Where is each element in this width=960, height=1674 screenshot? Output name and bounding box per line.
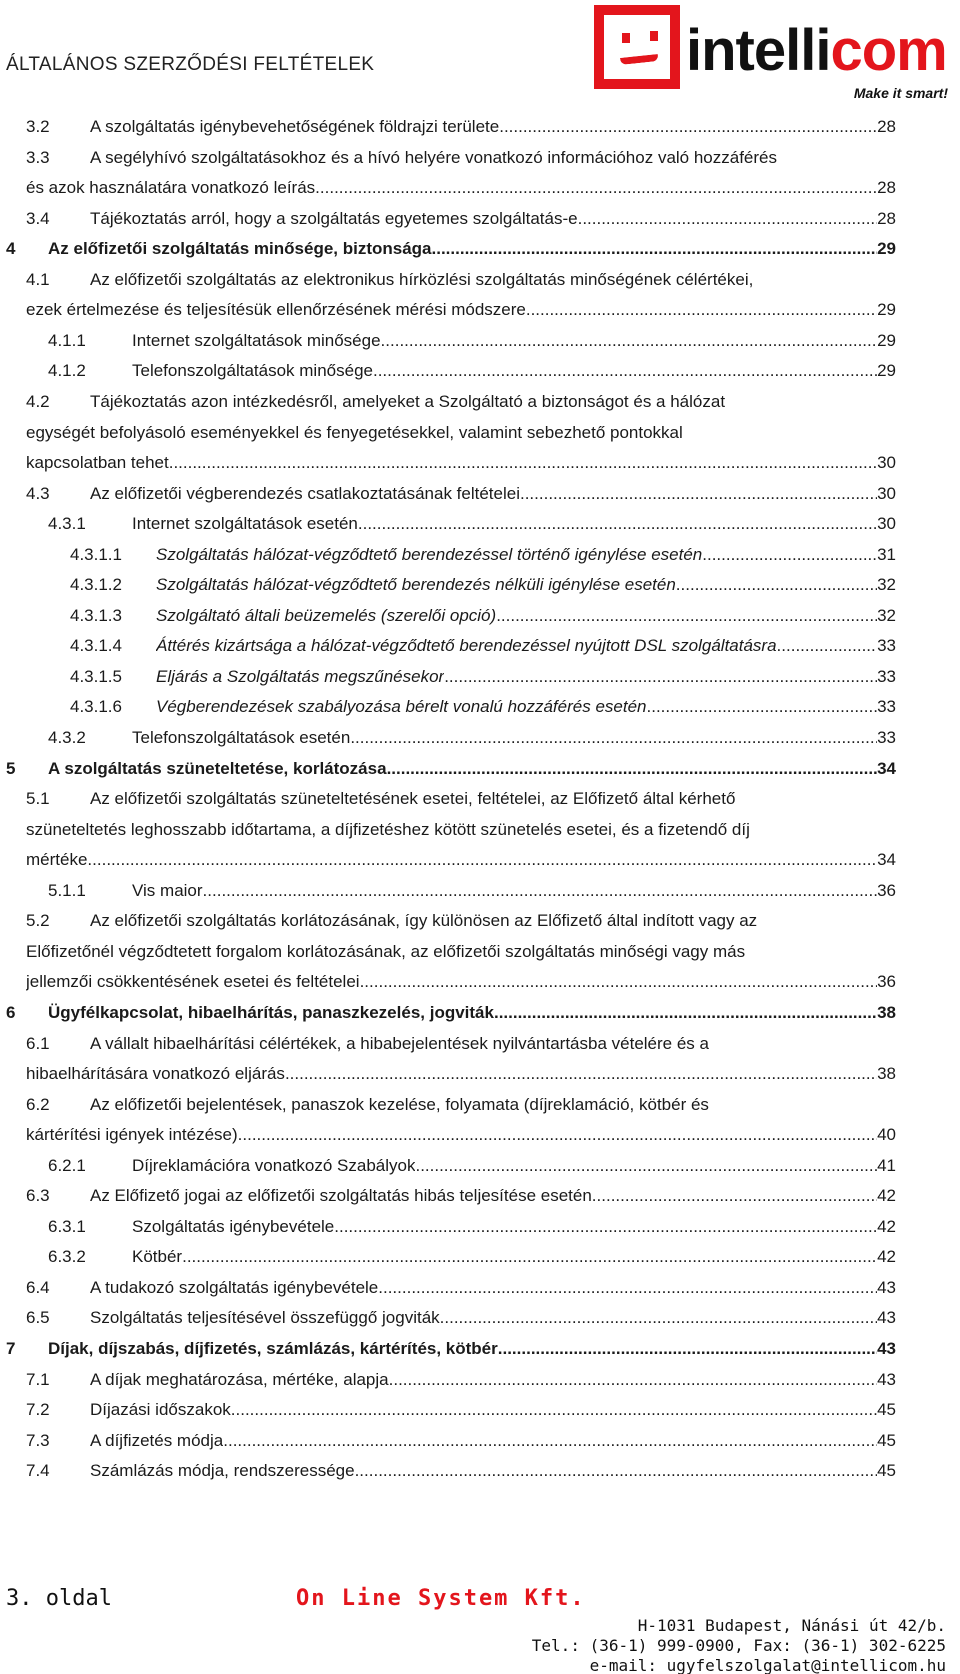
toc-entry-page: 42	[877, 1216, 896, 1236]
toc-dot-leader	[526, 295, 877, 325]
toc-dot-leader	[231, 1395, 877, 1425]
toc-dot-leader	[238, 1120, 877, 1150]
toc-entry[interactable]	[0, 143, 960, 173]
toc-dot-leader	[498, 1334, 877, 1364]
toc-entry-number: 4.3.1	[48, 514, 86, 534]
toc-entry[interactable]	[0, 1029, 960, 1059]
toc-entry[interactable]	[0, 662, 960, 692]
toc-entry-page: 45	[877, 1461, 896, 1481]
toc-entry-title: Szolgáltatás hálózat-végződtető berendezés nélküli igénylése esetén	[156, 575, 676, 595]
intellicom-logo	[594, 5, 954, 103]
toc-entry[interactable]	[0, 509, 960, 539]
toc-entry-title: Az előfizetői szolgáltatás szüneteltetésének esetei, feltételei, az Előfizető által kérhető	[90, 789, 736, 809]
toc-entry-title: Díjreklamációra vonatkozó Szabályok	[132, 1155, 416, 1175]
toc-dot-leader	[496, 601, 877, 631]
toc-entry[interactable]	[0, 1426, 960, 1456]
toc-entry[interactable]	[0, 1395, 960, 1425]
toc-dot-leader	[87, 845, 877, 875]
toc-entry[interactable]	[0, 815, 960, 845]
toc-entry-number: 3.2	[26, 117, 50, 136]
toc-entry-number: 4.3.1.5	[70, 666, 122, 686]
toc-entry-title: Az előfizetői szolgáltatás az elektronikus hírközlési szolgáltatás minőségének célértékei,	[90, 269, 754, 289]
toc-entry-title: A segélyhívó szolgáltatásokhoz és a hívó helyére vonatkozó információhoz való hozzáférés	[90, 147, 778, 167]
toc-dot-leader	[334, 1212, 877, 1242]
toc-entry-number: 4.2	[26, 391, 50, 411]
company-name: On Line System Kft.	[296, 1586, 586, 1611]
toc-entry-page: 45	[877, 1430, 896, 1450]
toc-entry[interactable]	[0, 784, 960, 814]
toc-entry-title: kártérítési igények intézése)	[26, 1125, 238, 1145]
toc-dot-leader	[520, 479, 877, 509]
toc-entry-title: Szolgáltatás teljesítésével összefüggő jogviták	[90, 1308, 440, 1328]
toc-entry-title: Telefonszolgáltatások minősége	[132, 361, 373, 381]
company-email: e-mail: ugyfelszolgalat@intellicom.hu	[589, 1656, 946, 1674]
logo-tagline: Make it smart!	[853, 85, 948, 101]
toc-dot-leader	[373, 356, 877, 386]
toc-entry-page: 30	[877, 453, 896, 473]
toc-entry-number: 6.3.1	[48, 1216, 86, 1236]
toc-entry-page: 38	[877, 1002, 896, 1022]
toc-entry[interactable]	[0, 418, 960, 448]
toc-entry-title: Áttérés kizártsága a hálózat-végződtető berendezéssel nyújtott DSL szolgáltatásra	[156, 636, 777, 656]
toc-dot-leader	[387, 754, 878, 784]
toc-entry-number: 6.1	[26, 1033, 50, 1053]
toc-entry-number: 7	[6, 1339, 16, 1358]
toc-entry-number: 4.3.1.3	[70, 605, 122, 625]
toc-dot-leader	[494, 998, 877, 1028]
toc-entry-title: Eljárás a Szolgáltatás megszűnésekor	[156, 666, 445, 686]
toc-entry-title: A szolgáltatás igénybevehetőségének földrajzi területe	[90, 117, 500, 136]
toc-entry[interactable]	[0, 998, 960, 1028]
toc-entry[interactable]	[0, 112, 960, 142]
toc-entry-title: Számlázás módja, rendszeressége	[90, 1461, 355, 1481]
toc-entry-page: 43	[877, 1369, 896, 1389]
toc-entry-page: 28	[877, 208, 896, 228]
toc-entry-title: ezek értelmezése és teljesítésük ellenőrzésének mérési módszere	[26, 300, 526, 320]
toc-dot-leader	[350, 723, 877, 753]
toc-entry-number: 7.1	[26, 1369, 50, 1389]
toc-dot-leader	[415, 1151, 877, 1181]
toc-entry-number: 6.2.1	[48, 1155, 86, 1175]
toc-entry-title: A tudakozó szolgáltatás igénybevétele	[90, 1277, 379, 1297]
toc-entry-number: 5	[6, 758, 16, 778]
toc-entry-number: 5.2	[26, 911, 50, 931]
toc-entry-title: Internet szolgáltatások esetén	[132, 514, 358, 534]
toc-entry[interactable]	[0, 1273, 960, 1303]
toc-dot-leader	[223, 1426, 877, 1456]
toc-entry-page: 38	[877, 1064, 896, 1084]
toc-entry-title: hibaelhárítására vonatkozó eljárás	[26, 1064, 285, 1084]
company-address: H-1031 Budapest, Nánási út 42/b.	[637, 1616, 946, 1635]
toc-entry-page: 45	[877, 1400, 896, 1420]
toc-dot-leader	[647, 692, 878, 722]
toc-entry-number: 6.5	[26, 1308, 50, 1328]
toc-entry-page: 32	[877, 605, 896, 625]
toc-dot-leader	[358, 509, 877, 539]
toc-entry-number: 4.3	[26, 483, 50, 503]
toc-entry[interactable]	[0, 1456, 960, 1486]
toc-dot-leader	[499, 112, 877, 142]
toc-entry-page: 43	[877, 1277, 896, 1297]
toc-entry-number: 4.3.1.4	[70, 636, 122, 656]
toc-entry[interactable]	[0, 1120, 960, 1150]
document-title: ÁLTALÁNOS SZERZŐDÉSI FELTÉTELEK	[6, 54, 375, 75]
toc-entry-title: egységét befolyásoló eseményekkel és fenyegetésekkel, valamint sebezhető pontokkal	[26, 422, 683, 442]
toc-dot-leader	[355, 1456, 878, 1486]
toc-entry[interactable]	[0, 692, 960, 722]
toc-entry-title: Az Előfizető jogai az előfizetői szolgáltatás hibás teljesítése esetén	[90, 1186, 592, 1206]
toc-entry[interactable]	[0, 1334, 960, 1364]
toc-entry-title: Vis maior	[132, 880, 203, 900]
toc-entry[interactable]	[0, 1242, 960, 1272]
toc-dot-leader	[381, 326, 878, 356]
toc-entry-number: 7.3	[26, 1430, 50, 1450]
toc-entry-page: 36	[877, 880, 896, 900]
toc-entry-number: 7.4	[26, 1461, 50, 1481]
toc-entry[interactable]	[0, 356, 960, 386]
toc-entry-number: 6.3	[26, 1186, 50, 1206]
toc-entry-title: Kötbér	[132, 1247, 183, 1267]
toc-entry-page: 43	[877, 1339, 896, 1358]
toc-entry[interactable]	[0, 540, 960, 570]
toc-entry-title: Díjak, díjszabás, díjfizetés, számlázás, kártérítés, kötbér	[48, 1339, 498, 1358]
toc-entry-title: kapcsolatban tehet	[26, 453, 169, 473]
toc-entry-number: 5.1.1	[48, 880, 86, 900]
toc-entry-page: 29	[877, 361, 896, 381]
toc-entry-title: Tájékoztatás arról, hogy a szolgáltatás egyetemes szolgáltatás-e	[90, 208, 578, 228]
toc-entry[interactable]	[0, 265, 960, 295]
toc-entry-page: 31	[877, 544, 896, 564]
toc-entry-page: 28	[877, 178, 896, 198]
toc-entry[interactable]	[0, 448, 960, 478]
toc-entry-title: A díjfizetés módja	[90, 1430, 224, 1450]
toc-entry[interactable]	[0, 1151, 960, 1181]
toc-entry[interactable]	[0, 967, 960, 997]
toc-entry-title: Szolgáltatás hálózat-végződtető berendezéssel történő igénylése esetén	[156, 544, 703, 564]
toc-entry[interactable]	[0, 234, 960, 264]
toc-dot-leader	[203, 876, 878, 906]
toc-entry-page: 32	[877, 575, 896, 595]
toc-entry-number: 3.4	[26, 208, 50, 228]
logo-wordmark: intellicom	[686, 18, 947, 83]
toc-entry-page: 42	[877, 1186, 896, 1206]
toc-entry-number: 4.3.2	[48, 728, 86, 747]
toc-entry-page: 43	[877, 1308, 896, 1328]
toc-entry[interactable]	[0, 1212, 960, 1242]
toc-entry[interactable]	[0, 1303, 960, 1333]
toc-entry-page: 33	[877, 697, 896, 717]
toc-entry-page: 34	[877, 850, 896, 870]
toc-entry-number: 6.4	[26, 1277, 50, 1297]
toc-entry-number: 3.3	[26, 147, 50, 167]
company-phone-fax: Tel.: (36-1) 999-0900, Fax: (36-1) 302-6225	[531, 1636, 946, 1655]
toc-entry-number: 4.3.1.1	[70, 544, 122, 564]
toc-entry-page: 28	[877, 117, 896, 136]
toc-entry-page: 33	[877, 666, 896, 686]
toc-entry-title: Ügyfélkapcsolat, hibaelhárítás, panaszkezelés, jogviták	[48, 1002, 494, 1022]
toc-entry-number: 6.3.2	[48, 1247, 86, 1267]
toc-dot-leader	[440, 1303, 877, 1333]
toc-entry[interactable]	[0, 173, 960, 203]
toc-entry-page: 40	[877, 1125, 896, 1145]
toc-entry-number: 5.1	[26, 789, 50, 809]
toc-dot-leader	[182, 1242, 877, 1272]
toc-entry[interactable]	[0, 387, 960, 417]
toc-entry-number: 4.1.1	[48, 330, 86, 350]
toc-entry-title: Végberendezések szabályozása bérelt vonalú hozzáférés esetén	[156, 697, 647, 717]
toc-entry-page: 29	[877, 239, 896, 259]
toc-entry-title: Az előfizetői szolgáltatás korlátozásának, így különösen az Előfizető által indított vagy az	[90, 911, 758, 931]
toc-entry-title: és azok használatára vonatkozó leírás	[26, 178, 316, 198]
toc-entry[interactable]	[0, 845, 960, 875]
toc-dot-leader	[389, 1365, 877, 1395]
toc-dot-leader	[169, 448, 877, 478]
toc-entry-page: 33	[877, 728, 896, 747]
toc-entry-title: Tájékoztatás azon intézkedésről, amelyeket a Szolgáltató a biztonságot és a hálózat	[90, 391, 726, 411]
toc-entry[interactable]	[0, 631, 960, 661]
toc-entry-page: 33	[877, 636, 896, 656]
toc-entry-title: Szolgáltató általi beüzemelés (szerelői opció)	[156, 605, 497, 625]
toc-entry-title: Szolgáltatás igénybevétele	[132, 1216, 335, 1236]
toc-entry[interactable]	[0, 906, 960, 936]
toc-entry[interactable]	[0, 1181, 960, 1211]
toc-entry[interactable]	[0, 1059, 960, 1089]
toc-dot-leader	[702, 540, 877, 570]
toc-entry-page: 42	[877, 1247, 896, 1267]
toc-dot-leader	[676, 570, 877, 600]
toc-entry[interactable]	[0, 295, 960, 325]
toc-dot-leader	[777, 631, 878, 661]
page-footer	[0, 1586, 960, 1674]
toc-entry-number: 6	[6, 1002, 16, 1022]
toc-entry[interactable]	[0, 754, 960, 784]
toc-entry-title: A szolgáltatás szüneteltetése, korlátozása	[48, 758, 387, 778]
toc-entry-number: 4.3.1.2	[70, 575, 122, 595]
toc-entry-number: 6.2	[26, 1094, 50, 1114]
toc-entry-page: 36	[877, 972, 896, 992]
toc-entry-page: 41	[877, 1155, 896, 1175]
toc-entry-page: 29	[877, 300, 896, 320]
toc-entry[interactable]	[0, 326, 960, 356]
toc-entry[interactable]	[0, 1090, 960, 1120]
toc-entry-title: Internet szolgáltatások minősége	[132, 330, 381, 350]
toc-dot-leader	[578, 204, 877, 234]
toc-entry-title: Díjazási időszakok	[90, 1400, 231, 1420]
toc-entry-number: 4.1.2	[48, 361, 86, 381]
toc-entry[interactable]	[0, 601, 960, 631]
toc-entry-title: Telefonszolgáltatások esetén	[132, 728, 351, 747]
toc-dot-leader	[444, 662, 877, 692]
toc-entry[interactable]	[0, 937, 960, 967]
toc-entry-title: Előfizetőnél végződtetett forgalom korlátozásának, az előfizetői szolgáltatás minőségi vagy más	[26, 941, 746, 961]
toc-dot-leader	[285, 1059, 877, 1089]
toc-entry-title: Az előfizetői bejelentések, panaszok kezelése, folyamata (díjreklamáció, kötbér és	[90, 1094, 709, 1114]
toc-entry-title: A díjak meghatározása, mértéke, alapja	[90, 1369, 389, 1389]
toc-entry-number: 4.3.1.6	[70, 697, 122, 717]
toc-dot-leader	[378, 1273, 877, 1303]
toc-entry[interactable]	[0, 204, 960, 234]
page-header	[0, 0, 960, 120]
toc-dot-leader	[360, 967, 878, 997]
toc-entry-number: 4.1	[26, 269, 50, 289]
toc-entry-title: Az előfizetői végberendezés csatlakoztatásának feltételei	[90, 483, 520, 503]
toc-entry-title: mértéke	[26, 850, 88, 870]
toc-entry-title: jellemzői csökkentésének esetei és feltételei	[26, 972, 360, 992]
toc-dot-leader	[432, 234, 878, 264]
page-number: 3. oldal	[6, 1586, 112, 1611]
toc-entry-page: 30	[877, 514, 896, 534]
toc-entry-number: 4	[6, 239, 16, 259]
toc-entry[interactable]	[0, 570, 960, 600]
toc-entry-page: 30	[877, 483, 896, 503]
toc-entry[interactable]	[0, 479, 960, 509]
toc-entry[interactable]	[0, 1365, 960, 1395]
toc-entry-page: 29	[877, 330, 896, 350]
toc-entry-page: 34	[877, 758, 896, 778]
toc-entry-title: szüneteltetés leghosszabb időtartama, a díjfizetéshez kötött szünetelés esetei, és a fizetendő díj	[26, 819, 750, 839]
toc-entry-title: Az előfizetői szolgáltatás minősége, biztonsága	[48, 239, 432, 259]
smiley-logo-icon	[594, 5, 680, 89]
toc-entry[interactable]	[0, 876, 960, 906]
toc-entry[interactable]	[0, 723, 960, 753]
toc-dot-leader	[592, 1181, 877, 1211]
toc-entry-number: 7.2	[26, 1400, 50, 1420]
toc-dot-leader	[315, 173, 877, 203]
toc-entry-title: A vállalt hibaelhárítási célértékek, a hibabejelentések nyilvántartásba vételére és a	[90, 1033, 709, 1053]
